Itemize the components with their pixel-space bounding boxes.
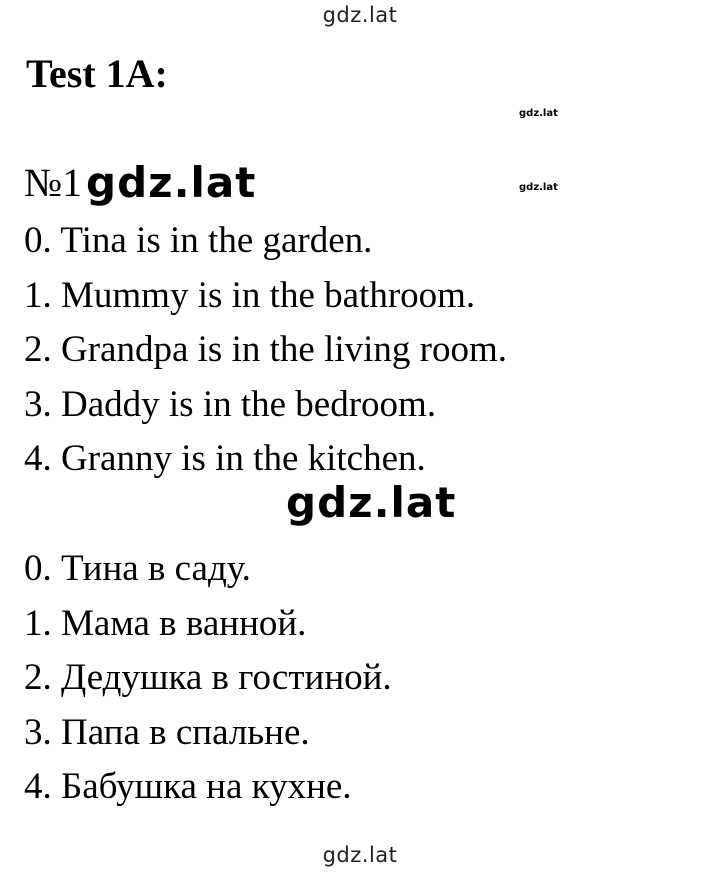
watermark-small: gdz.lat [519, 108, 558, 119]
watermark-inline: gdz.lat [86, 158, 257, 207]
english-sentence: 3. Daddy is in the bedroom. [24, 383, 437, 425]
watermark-middle: gdz.lat [286, 478, 457, 527]
task-number: №1 [24, 160, 83, 205]
russian-sentence: 3. Папа в спальне. [24, 711, 310, 753]
russian-sentence: 2. Дедушка в гостиной. [24, 657, 392, 698]
english-sentence: 4. Granny is in the kitchen. [24, 438, 426, 479]
english-sentence: 1. Mummy is in the bathroom. [24, 274, 476, 316]
russian-sentence: 1. Мама в ванной. [24, 602, 307, 644]
english-sentence-list [24, 214, 507, 487]
russian-sentence: 0. Тина в саду. [24, 548, 251, 589]
page-title: Test 1A: [26, 51, 168, 96]
watermark-bottom: gdz.lat [322, 843, 398, 867]
watermark-top: gdz.lat [322, 3, 398, 27]
watermark-small: gdz.lat [519, 182, 558, 193]
russian-sentence-list [24, 542, 392, 815]
russian-sentence: 4. Бабушка на кухне. [24, 766, 352, 807]
english-sentence: 0. Tina is in the garden. [24, 220, 373, 261]
english-sentence: 2. Grandpa is in the living room. [24, 329, 507, 370]
